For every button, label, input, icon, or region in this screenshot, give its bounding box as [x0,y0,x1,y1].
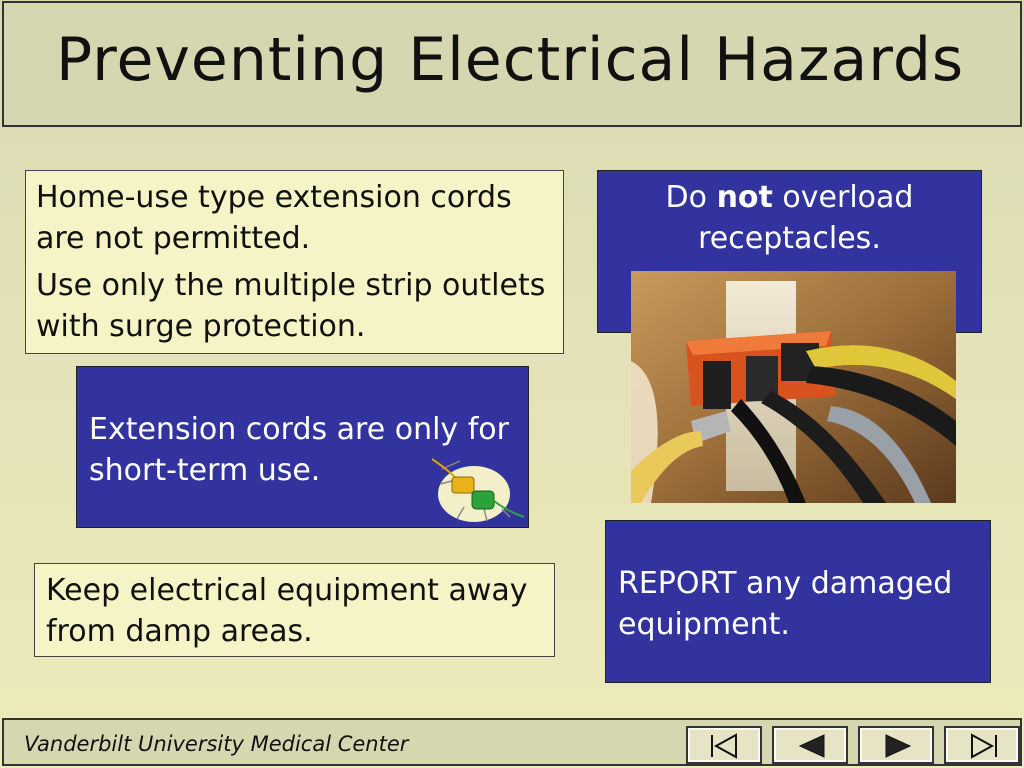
extension-permit-text: Home-use type extension cords are not permitted. [36,180,512,256]
overload-text [666,180,914,256]
last-slide-button[interactable] [944,726,1020,764]
previous-slide-button[interactable] [772,726,848,764]
first-slide-icon [688,728,764,766]
overload-prefix: Do [665,180,708,215]
footer-bar [2,718,1022,766]
short-term-text: Extension cords are only for short-term use. [89,412,509,488]
previous-slide-icon [774,728,850,766]
plug-cord-icon [432,449,532,533]
damp-areas-text: Keep electrical equipment away from damp areas. [46,573,528,649]
report-box [605,520,991,683]
first-slide-button[interactable] [686,726,762,764]
slide-title: Preventing Electrical Hazards [56,25,965,95]
overload-suffix: overload receptacles. [698,180,914,256]
extension-permit-box [25,170,564,354]
title-bar [2,1,1022,127]
next-slide-icon [860,728,936,766]
overloaded-outlet-photo [631,271,956,503]
surge-strip-text: Use only the multiple strip outlets with surge protection. [36,268,546,344]
next-slide-button[interactable] [858,726,934,764]
overload-emphasis: not [716,180,773,215]
institution-name: Vanderbilt University Medical Center [24,732,409,756]
report-text: REPORT any damaged equipment. [618,566,953,642]
last-slide-icon [946,728,1022,766]
damp-areas-box [34,563,555,657]
short-term-box [76,366,529,528]
